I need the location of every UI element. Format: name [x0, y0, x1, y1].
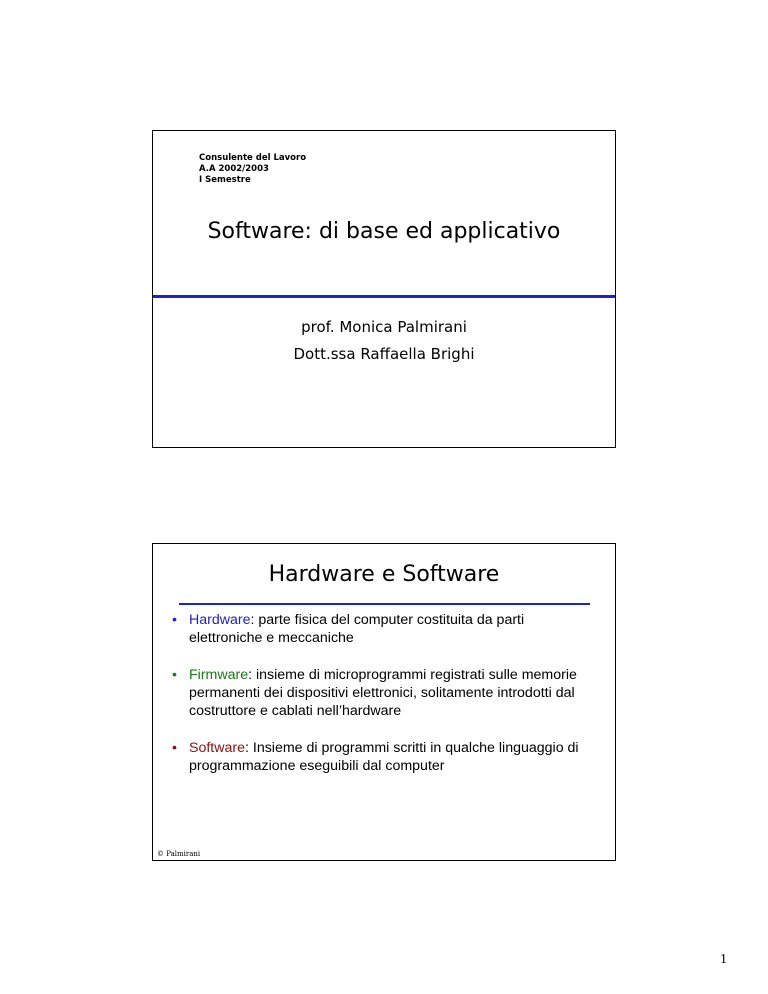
title-divider [153, 295, 615, 298]
bullet-list [167, 611, 599, 775]
page-number: 1 [720, 952, 727, 967]
term-software: Software [189, 740, 245, 756]
course-info [199, 153, 306, 186]
definition-hardware: : parte fisica del computer costituita da parti elettroniche e meccaniche [189, 612, 525, 646]
author-2: Dott.ssa Raffaella Brighi [293, 345, 475, 363]
academic-year: A.A 2002/2003 [199, 164, 269, 174]
semester: I Semestre [199, 175, 251, 185]
author-1: prof. Monica Palmirani [301, 318, 467, 336]
authors [153, 314, 615, 368]
copyright-notice: © Palmirani [157, 850, 201, 858]
slide-2-title: Hardware e Software [268, 562, 500, 587]
term-hardware: Hardware [189, 612, 251, 628]
slide-2 [152, 543, 616, 861]
term-firmware: Firmware [189, 667, 249, 683]
bullet-firmware [167, 666, 599, 720]
slide-1 [152, 130, 616, 448]
title-underline [179, 603, 590, 605]
bullet-dot-icon: • [172, 667, 177, 683]
definition-software: : Insieme di programmi scritti in qualche linguaggio di programmazione eseguibili dal computer [189, 740, 579, 774]
definition-firmware: : insieme di microprogrammi registrati sulle memorie permanenti dei dispositivi elettronici, solitamente introdotti dal costruttore e cablati nell’hardware [189, 667, 577, 719]
slide-1-title: Software: di base ed applicativo [207, 219, 561, 244]
bullet-dot-icon: • [172, 740, 177, 756]
course-name: Consulente del Lavoro [199, 153, 307, 163]
bullet-software [167, 739, 599, 775]
bullet-dot-icon: • [172, 612, 177, 628]
bullet-hardware [167, 611, 599, 647]
